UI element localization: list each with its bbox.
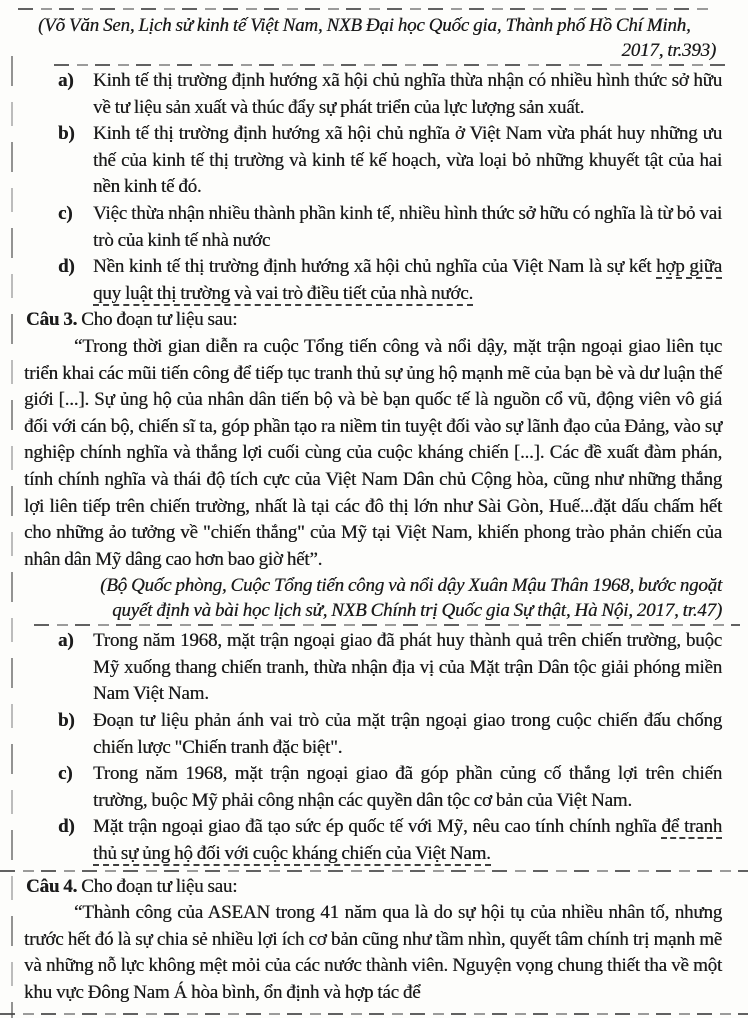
option-label: b) — [58, 710, 75, 732]
question3-quote: “Trong thời gian diễn ra cuộc Tổng tiến công và nổi dậy, mặt trận ngoại giao liên tục triển khai các mũi tiến công để tiếp tục tranh thủ sự ủng hộ mạnh mẽ của bạn bè và dư luận thế giới [...]. Sự ủng hộ của nhân dân tiến bộ và bè bạn quốc tế là nguồn cổ vũ, động viên vô giá đối với cán bộ, chiến sĩ ta, góp phần tạo ra niềm tin tuyệt đối vào sự lãnh đạo của Đảng, vào sự nghiệp chính nghĩa và thắng lợi cuối cùng của cuộc kháng chiến [...]. Các đề xuất đàm phán, tính chính nghĩa và thái độ tích cực của Việt Nam Dân chủ Cộng hòa, cũng như những thắng lợi liên tiếp trên chiến trường, nhất là tại các đô thị lớn như Sài Gòn, Huế...đặt dấu chấm hết cho những ảo tưởng về "chiến thắng" của Mỹ tại Việt Nam, khiến phong trào phản chiến của nhân dân Mỹ dâng cao hơn bao giờ hết”. — [24, 335, 722, 570]
option-d — [58, 254, 722, 307]
option-a — [58, 68, 722, 121]
option-a — [58, 628, 722, 708]
question-number: Câu 4. — [26, 875, 78, 897]
question-number: Câu 3. — [26, 309, 78, 331]
option-label: a) — [58, 70, 74, 91]
citation-divider — [34, 624, 740, 626]
option-text: Kinh tế thị trường định hướng xã hội chủ nghĩa thừa nhận có nhiều hình thức sở hữu về tư liệu sản xuất và thúc đẩy sự phát triển của lực lượng sản xuất. — [93, 70, 722, 118]
option-text — [93, 814, 722, 867]
option-label: c) — [58, 202, 73, 224]
option-b — [58, 708, 722, 761]
question2-options — [24, 68, 722, 307]
top-table-border — [18, 8, 708, 10]
citation-line: quyết định và bài học lịch sử, NXB Chính trị Quốc gia Sự thật, Hà Nội, 2017, tr.47) — [112, 600, 722, 622]
left-table-border — [11, 56, 13, 1018]
citation-line: (Võ Văn Sen, Lịch sử kinh tế Việt Nam, NXB Đại học Quốc gia, Thành phố Hồ Chí Minh, — [38, 15, 691, 36]
option-c — [58, 201, 722, 254]
option-text: Việc thừa nhận nhiều thành phần kinh tế, nhiều hình thức sở hữu có nghĩa là từ bỏ vai trò của kinh tế nhà nước — [93, 202, 722, 251]
citation-line: 2017, tr.393) — [621, 40, 716, 61]
option-b — [58, 121, 722, 201]
option-label: b) — [58, 123, 75, 145]
option-text: Đoạn tư liệu phản ánh vai trò của mặt trận ngoại giao trong cuộc chiến đấu chống chiến lược "Chiến tranh đặc biệt". — [93, 710, 722, 758]
option-label: d) — [58, 256, 75, 278]
question-intro: Cho đoạn tư liệu sau: — [77, 309, 238, 331]
option-c — [58, 761, 722, 814]
underlined-answer: hợp giữa quy luật thị trường và vai trò điều tiết của nhà nước. — [93, 256, 722, 304]
option-label: d) — [58, 816, 75, 838]
option-text: Kinh tế thị trường định hướng xã hội chủ nghĩa ở Việt Nam vừa phát huy những ưu thế của kinh tế thị trường và kinh tế kế hoạch, vừa loại bỏ những khuyết tật của hai nền kinh tế đó. — [93, 123, 722, 198]
source-citation-q2 — [24, 13, 722, 63]
question-intro: Cho đoạn tư liệu sau: — [77, 875, 238, 897]
option-label: a) — [58, 630, 74, 652]
option-text-part: Nền kinh tế thị trường định hướng xã hội chủ nghĩa của Việt Nam là sự kết — [93, 256, 657, 278]
question4-heading — [26, 874, 722, 901]
option-d — [58, 814, 722, 867]
question3-options — [24, 628, 722, 867]
underlined-answer: để tranh thủ sự ủng hộ đối với cuộc kháng chiến của Việt Nam. — [93, 816, 722, 865]
option-label: c) — [58, 763, 73, 785]
citation-line: (Bộ Quốc phòng, Cuộc Tổng tiến công và nổi dậy Xuân Mậu Thân 1968, bước ngoặt — [100, 575, 722, 597]
question3-heading — [26, 307, 722, 334]
question4-quote: “Thành công của ASEAN trong 41 năm qua là do sự hội tụ của nhiều nhân tố, nhưng trước hết đó là sự chia sẻ nhiều lợi ích cơ bản cũng như tầm nhìn, quyết tâm chính trị mạnh mẽ và những nỗ lực không mệt mỏi của các nước thành viên. Nguyện vọng chung thiết tha về một khu vực Đông Nam Á hòa bình, ổn định và hợp tác để — [24, 902, 722, 1003]
citation-divider — [54, 64, 728, 66]
bottom-crop-border — [0, 1013, 748, 1015]
option-text-part: Mặt trận ngoại giao đã tạo sức ép quốc tế với Mỹ, nêu cao tính chính nghĩa — [93, 816, 662, 838]
option-text — [93, 254, 722, 307]
source-citation-q3 — [24, 573, 722, 623]
option-text: Trong năm 1968, mặt trận ngoại giao đã phát huy thành quả trên chiến trường, buộc Mỹ xuống thang chiến tranh, thừa nhận địa vị của Mặt trận Dân tộc giải phóng miền Nam Việt Nam. — [93, 630, 722, 705]
section-divider — [0, 870, 748, 872]
option-text: Trong năm 1968, mặt trận ngoại giao đã góp phần củng cố thắng lợi trên chiến trường, buộc Mỹ phải công nhận các quyền dân tộc cơ bản của Việt Nam. — [93, 763, 722, 811]
